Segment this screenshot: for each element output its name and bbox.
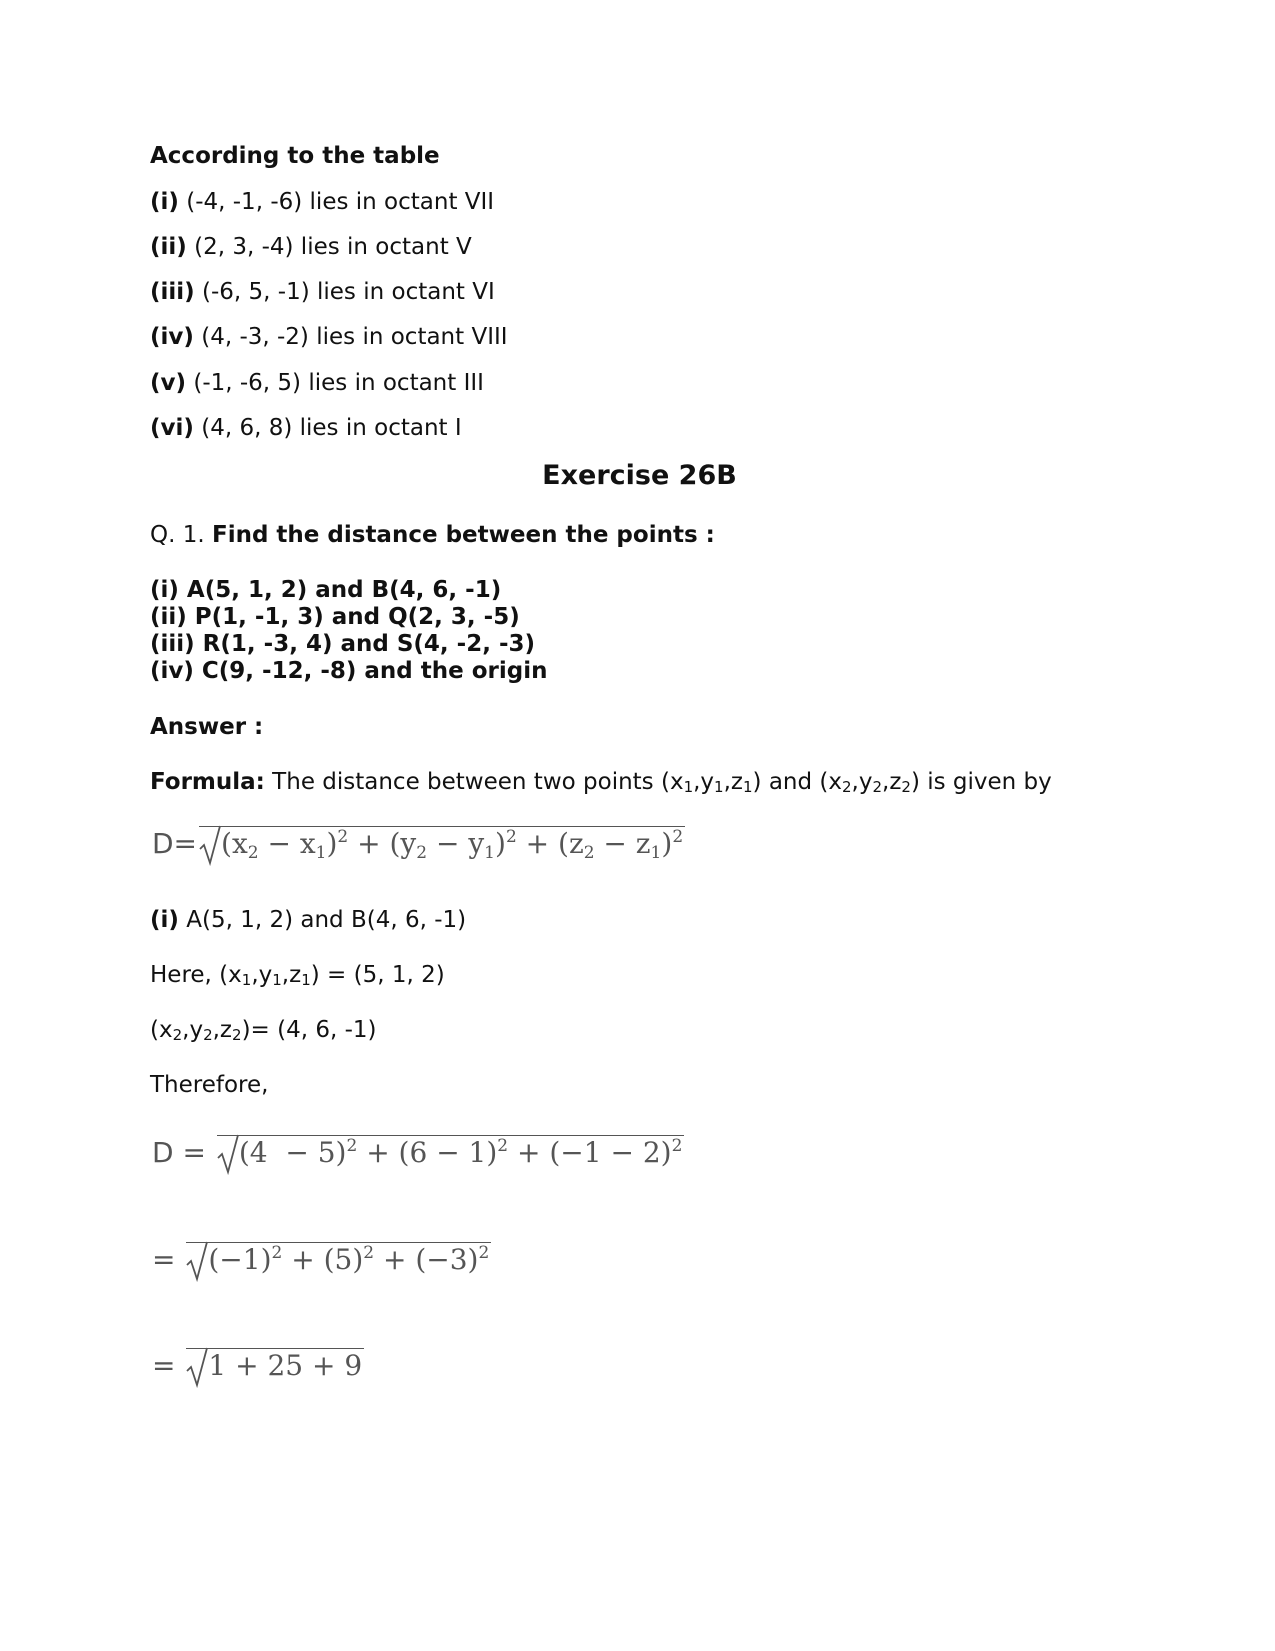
question-part: (ii) P(1, -1, 3) and Q(2, 3, -5) [150, 604, 520, 630]
item-label: (v) [150, 370, 187, 396]
question-part: (iv) C(9, -12, -8) and the origin [150, 658, 548, 684]
formula-text-and: ) and (x [752, 769, 842, 795]
octant-item [150, 413, 462, 443]
formula-label: Formula: [150, 769, 265, 795]
octant-item [150, 232, 472, 262]
item-text: (4, 6, 8) lies in octant I [193, 415, 462, 441]
item-label: (iv) [150, 324, 194, 350]
exercise-title: Exercise 26B [542, 460, 737, 491]
second-point-line: $(x_2,y_2,z_2)= (4$, 6, -1) [150, 1017, 377, 1044]
distance-formula: D= $(x_2 - x_1)^2 + (y_2 - y_1)^2 + (z_2 - z_1)^2$ [152, 827, 684, 863]
formula-text-before: The distance between two points (x [264, 769, 684, 795]
answer-label: Answer : [150, 714, 264, 740]
item-text: (4, -3, -2) lies in octant VIII [193, 324, 508, 350]
therefore-text: Therefore, [150, 1072, 269, 1098]
item-label: (vi) [150, 415, 194, 441]
item-text: (-1, -6, 5) lies in octant III [186, 370, 484, 396]
radical-icon [217, 1134, 239, 1174]
item-label: (i) [150, 189, 179, 215]
here-line: Here, $(x_1,y_1,z_1) = (5$, 1, 2) [150, 962, 445, 989]
octant-item [150, 277, 495, 307]
calc-step-2: = $(-1)^2 + (5)^2 + (-3)^2$ [152, 1242, 491, 1278]
item-label: (iii) [150, 279, 195, 305]
question-part: (iii) R(1, -3, 4) and S(4, -2, -3) [150, 631, 536, 657]
radical-icon [199, 825, 221, 865]
calc-step-3: = 1 + 25 + 9 [152, 1348, 364, 1384]
formula-text-after: ) is given by [910, 769, 1052, 795]
part-text: A(5, 1, 2) and B(4, 6, -1) [178, 907, 467, 933]
question-part: (i) A(5, 1, 2) and B(4, 6, -1) [150, 577, 502, 603]
octant-item [150, 322, 508, 352]
section-heading: According to the table [150, 143, 440, 169]
item-text: (2, 3, -4) lies in octant V [186, 234, 472, 260]
question-number: Q. 1. [150, 522, 212, 548]
question [150, 520, 715, 550]
octant-item [150, 187, 494, 217]
calc-step-1: D = $(4 - 5)^2 + (6 - 1)^2 + (-1 - 2)^2$ [152, 1135, 684, 1171]
item-label: (ii) [150, 234, 187, 260]
formula-statement: Formula: The distance between two points $(x_1,y_1,z_1)$ and $(x_2,y_2,z_2)$ is given by [150, 769, 1052, 796]
radical-icon [186, 1347, 208, 1387]
part-heading [150, 905, 466, 935]
question-text: Find the distance between the points : [211, 522, 715, 548]
item-text: (-6, 5, -1) lies in octant VI [194, 279, 495, 305]
item-text: (-4, -1, -6) lies in octant VII [178, 189, 495, 215]
octant-item [150, 368, 484, 398]
part-label: (i) [150, 907, 179, 933]
radical-icon [186, 1241, 208, 1281]
